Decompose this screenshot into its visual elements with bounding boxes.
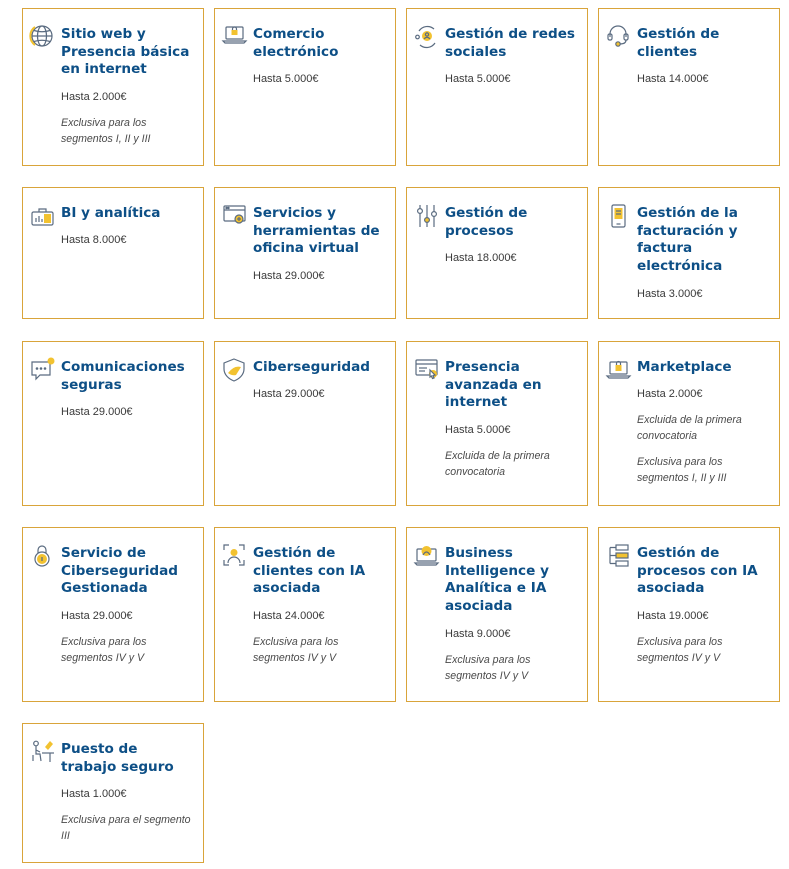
card-facturacion[interactable]: [598, 187, 780, 319]
card-note: Excluida de la primera convocatoria: [637, 414, 742, 442]
card-note: Exclusiva para los segmentos I, II y III: [637, 456, 727, 484]
card-amount: Hasta 9.000€: [445, 628, 511, 640]
social-network-icon: [414, 24, 440, 50]
card-title: Gestión de clientes: [637, 26, 720, 60]
card-amount: Hasta 5.000€: [445, 424, 511, 436]
shield-icon: [222, 357, 248, 383]
card-amount: Hasta 3.000€: [637, 288, 703, 300]
card-comercio-electronico[interactable]: [214, 8, 396, 166]
card-ciberseguridad[interactable]: [214, 341, 396, 506]
card-title: Puesto de trabajo seguro: [61, 741, 174, 775]
card-amount: Hasta 18.000€: [445, 252, 517, 264]
card-note: Exclusiva para los segmentos IV y V: [445, 654, 531, 682]
card-title: Servicio de Ciberseguridad Gestionada: [61, 545, 179, 597]
card-amount: Hasta 5.000€: [253, 73, 319, 85]
card-title: Gestión de la facturación y factura electrónica: [637, 205, 738, 275]
headset-icon: [606, 24, 632, 50]
card-title: Sitio web y Presencia básica en internet: [61, 26, 190, 78]
card-amount: Hasta 29.000€: [253, 270, 325, 282]
chat-bubble-icon: [30, 357, 56, 383]
card-amount: Hasta 2.000€: [61, 91, 127, 103]
card-note: Exclusiva para los segmentos IV y V: [253, 636, 339, 664]
card-amount: Hasta 14.000€: [637, 73, 709, 85]
card-amount: Hasta 19.000€: [637, 610, 709, 622]
card-redes-sociales[interactable]: [406, 8, 588, 166]
card-amount: Hasta 29.000€: [61, 610, 133, 622]
bar-chart-icon: [30, 203, 56, 229]
virtual-office-icon: [222, 203, 248, 229]
laptop-cart-icon: [222, 24, 248, 50]
card-title: Gestión de procesos con IA asociada: [637, 545, 758, 597]
card-title: Servicios y herramientas de oficina virtual: [253, 205, 380, 257]
card-oficina-virtual[interactable]: [214, 187, 396, 319]
card-bi-ia[interactable]: [406, 527, 588, 702]
globe-icon: [30, 24, 56, 50]
card-marketplace[interactable]: [598, 341, 780, 506]
laptop-ai-icon: [414, 543, 440, 569]
workstation-icon: [30, 739, 56, 765]
card-note: Exclusiva para los segmentos IV y V: [61, 636, 147, 664]
card-title: Comercio electrónico: [253, 26, 339, 60]
card-bi-analitica[interactable]: [22, 187, 204, 319]
card-procesos-ia[interactable]: [598, 527, 780, 702]
card-clientes-ia[interactable]: [214, 527, 396, 702]
card-title: Business Intelligence y Analítica e IA asociada: [445, 545, 549, 615]
card-amount: Hasta 29.000€: [253, 388, 325, 400]
card-title: Presencia avanzada en internet: [445, 359, 542, 411]
card-note: Exclusiva para el segmento III: [61, 814, 191, 842]
card-note: Excluida de la primera convocatoria: [445, 450, 550, 478]
invoice-phone-icon: [606, 203, 632, 229]
card-amount: Hasta 1.000€: [61, 788, 127, 800]
browser-cursor-icon: [414, 357, 440, 383]
card-title: Comunicaciones seguras: [61, 359, 185, 393]
user-focus-icon: [222, 543, 248, 569]
card-comunicaciones-seguras[interactable]: [22, 341, 204, 506]
card-gestion-procesos[interactable]: [406, 187, 588, 319]
card-title: Gestión de procesos: [445, 205, 528, 239]
card-amount: Hasta 5.000€: [445, 73, 511, 85]
card-title: Gestión de redes sociales: [445, 26, 576, 60]
card-note: Exclusiva para los segmentos I, II y III: [61, 117, 151, 145]
sliders-icon: [414, 203, 440, 229]
card-title: BI y analítica: [61, 205, 161, 221]
card-amount: Hasta 8.000€: [61, 234, 127, 246]
card-title: Ciberseguridad: [253, 359, 371, 375]
card-sitio-web[interactable]: [22, 8, 204, 166]
card-ciberseguridad-gestionada[interactable]: [22, 527, 204, 702]
card-gestion-clientes[interactable]: [598, 8, 780, 166]
padlock-icon: [30, 543, 56, 569]
card-amount: Hasta 2.000€: [637, 388, 703, 400]
card-puesto-trabajo[interactable]: [22, 723, 204, 863]
marketplace-laptop-icon: [606, 357, 632, 383]
card-amount: Hasta 24.000€: [253, 610, 325, 622]
card-presencia-avanzada[interactable]: [406, 341, 588, 506]
process-flow-icon: [606, 543, 632, 569]
card-amount: Hasta 29.000€: [61, 406, 133, 418]
card-title: Gestión de clientes con IA asociada: [253, 545, 366, 597]
card-title: Marketplace: [637, 359, 732, 375]
card-note: Exclusiva para los segmentos IV y V: [637, 636, 723, 664]
